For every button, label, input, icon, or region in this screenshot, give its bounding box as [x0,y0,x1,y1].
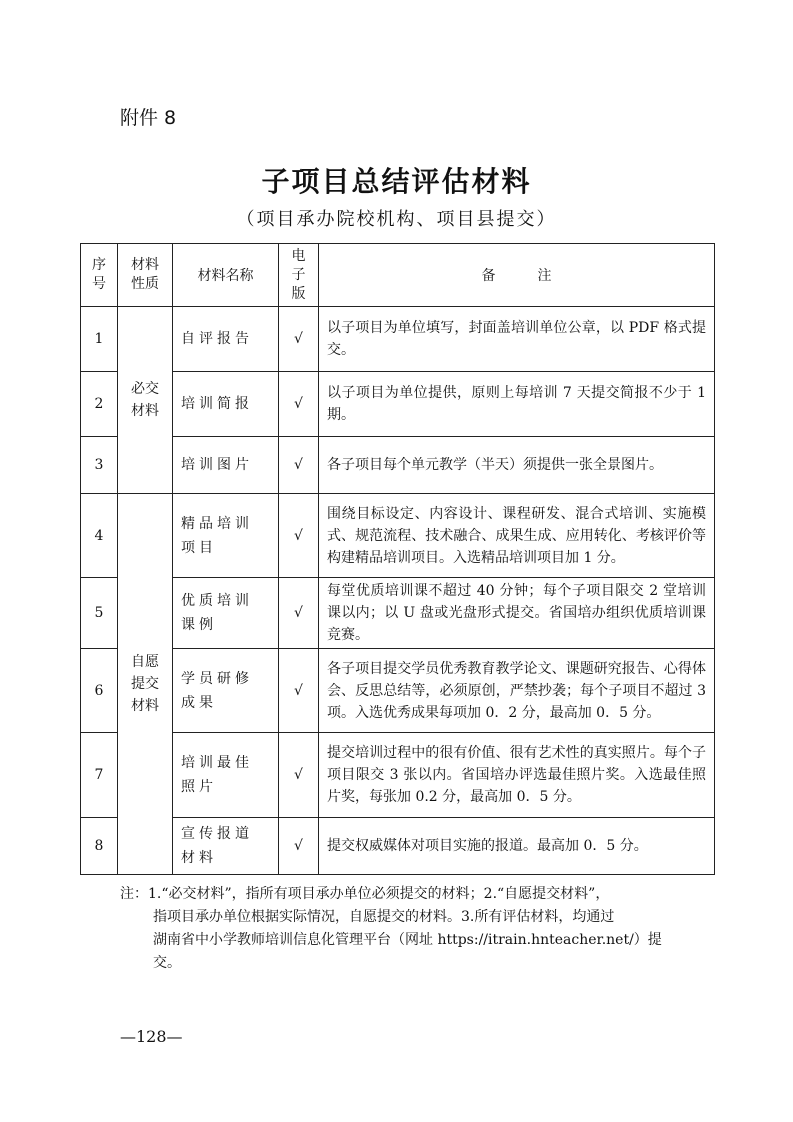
row-check: √ [279,372,319,437]
row-remark: 各子项目提交学员优秀教育教学论文、课题研究报告、心得体会、反思总结等，必须原创，严禁抄袭；每个子项目不超过 3 项。入选优秀成果每项加 0．2 分，最高加 0．5 分。 [319,649,715,733]
row-no: 6 [81,649,118,733]
row-no: 2 [81,372,118,437]
header-electronic: 电 子 版 [279,244,319,307]
row-check: √ [279,494,319,578]
page-title: 子项目总结评估材料 [261,165,532,198]
page-subtitle: （项目承办院校机构、项目县提交） [236,209,557,230]
page-number: —128— [120,1027,183,1046]
row-name: 培训图片 [173,437,279,494]
row-remark: 以子项目为单位填写，封面盖培训单位公章，以 PDF 格式提交。 [319,307,715,372]
header-nature: 材料 性质 [118,244,173,307]
footnote-line: 交。 [153,955,181,971]
header-name: 材料名称 [173,244,279,307]
row-name: 学员研修成果 [173,649,279,733]
table-row [81,494,715,578]
table-row [81,437,715,494]
row-remark: 提交权威媒体对项目实施的报道。最高加 0．5 分。 [319,818,715,875]
group-required: 必交 材料 [118,307,173,494]
footnote-line: 注：1.“必交材料”，指所有项目承办单位必须提交的材料；2.“自愿提交材料”， [120,886,610,902]
row-check: √ [279,578,319,649]
row-check: √ [279,649,319,733]
table-row [81,733,715,818]
row-check: √ [279,733,319,818]
footnote-line: 湖南省中小学教师培训信息化管理平台（网址 https://itrain.hnteacher.net/）提 [153,932,662,948]
row-name: 培训最佳照片 [173,733,279,818]
table-row [81,307,715,372]
footnote-line: 指项目承办单位根据实际情况，自愿提交的材料。3.所有评估材料，均通过 [153,909,615,925]
row-remark: 提交培训过程中的很有价值、很有艺术性的真实照片。每个子项目限交 3 张以内。省国培办评选最佳照片奖。入选最佳照片奖，每张加 0.2 分，最高加 0．5 分。 [319,733,715,818]
header-no: 序 号 [81,244,118,307]
materials-table [80,243,715,875]
row-name: 优质培训课例 [173,578,279,649]
row-check: √ [279,307,319,372]
row-check: √ [279,437,319,494]
row-name: 精品培训项目 [173,494,279,578]
row-no: 4 [81,494,118,578]
row-no: 8 [81,818,118,875]
attachment-label: 附件 8 [120,107,177,129]
row-check: √ [279,818,319,875]
row-name: 自评报告 [173,307,279,372]
table-row [81,372,715,437]
table-row [81,649,715,733]
header-remark: 备 注 [319,244,715,307]
row-remark: 围绕目标设定、内容设计、课程研发、混合式培训、实施模式、规范流程、技术融合、成果生成、应用转化、考核评价等构建精品培训项目。入选精品培训项目加 1 分。 [319,494,715,578]
table-row [81,578,715,649]
row-name: 宣传报道材料 [173,818,279,875]
row-name: 培训简报 [173,372,279,437]
table-row [81,818,715,875]
group-voluntary: 自愿 提交 材料 [118,494,173,875]
row-no: 7 [81,733,118,818]
footnote [120,883,680,975]
table-header-row [81,244,715,307]
row-remark: 每堂优质培训课不超过 40 分钟；每个子项目限交 2 堂培训课以内；以 U 盘或光盘形式提交。省国培办组织优质培训课竞赛。 [319,578,715,649]
row-no: 3 [81,437,118,494]
row-no: 5 [81,578,118,649]
row-remark: 各子项目每个单元教学（半天）须提供一张全景图片。 [319,437,715,494]
row-remark: 以子项目为单位提供，原则上每培训 7 天提交简报不少于 1 期。 [319,372,715,437]
row-no: 1 [81,307,118,372]
